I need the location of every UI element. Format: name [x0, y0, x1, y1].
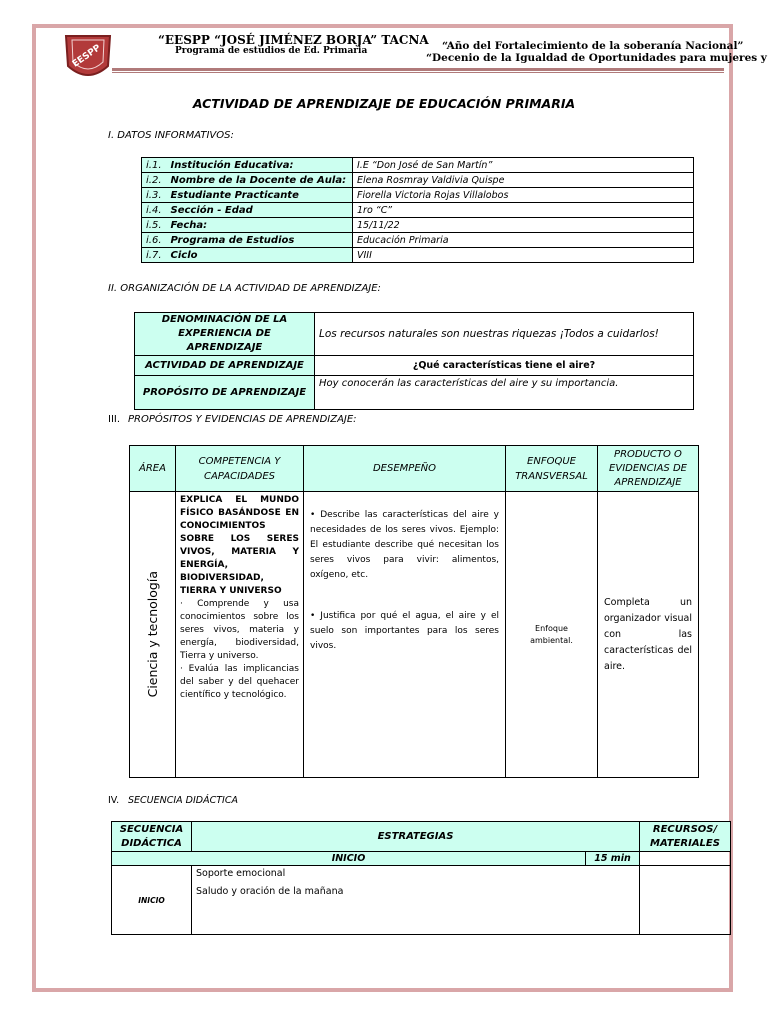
- datos-row-number: i.4.: [142, 203, 167, 218]
- motto-line-1: “Año del Fortalecimiento de la soberanía Nacional”: [442, 40, 744, 52]
- desempeno-2: • Justifica por qué el agua, el aire y el suelo son importantes para los seres vivos.: [310, 611, 499, 651]
- section4-heading: SECUENCIA DIDÁCTICA: [128, 795, 238, 806]
- section1-heading: I. DATOS INFORMATIVOS:: [108, 130, 234, 141]
- inicio-header: INICIO: [112, 852, 586, 866]
- row-label-inicio: INICIO: [112, 866, 192, 935]
- datos-row: [142, 248, 694, 263]
- svg-text:EESPP: EESPP: [70, 43, 103, 70]
- datos-row: [142, 203, 694, 218]
- datos-row-value: VIII: [353, 248, 694, 263]
- enfoque-value: Enfoque ambiental.: [506, 492, 598, 778]
- col-enfoque: ENFOQUE TRANSVERSAL: [506, 446, 598, 492]
- col-recursos: RECURSOS/ MATERIALES: [640, 822, 731, 852]
- producto-value: Completa un organizador visual con las características del aire.: [598, 492, 699, 778]
- inicio-header-empty: [640, 852, 731, 866]
- col-producto: PRODUCTO O EVIDENCIAS DE APRENDIZAJE: [598, 446, 699, 492]
- section3-number: III.: [108, 414, 121, 425]
- area-cell: [130, 492, 176, 778]
- col-estrategias: ESTRATEGIAS: [192, 822, 640, 852]
- datos-row-label: Institución Educativa:: [167, 158, 353, 173]
- datos-row: [142, 158, 694, 173]
- actividad-value: ¿Qué características tiene el aire?: [315, 356, 694, 376]
- denominacion-value: Los recursos naturales son nuestras riquezas ¡Todos a cuidarlos!: [315, 313, 694, 356]
- datos-row-number: i.6.: [142, 233, 167, 248]
- competencia-cell: [176, 492, 304, 778]
- proposito-label: PROPÓSITO DE APRENDIZAJE: [135, 376, 315, 410]
- datos-row-value: I.E “Don José de San Martín”: [353, 158, 694, 173]
- inicio-strategies: [192, 866, 640, 935]
- datos-row-label: Nombre de la Docente de Aula:: [167, 173, 353, 188]
- recursos-cell: [640, 866, 731, 935]
- datos-row-number: i.3.: [142, 188, 167, 203]
- datos-row-label: Ciclo: [167, 248, 353, 263]
- section4-number: IV.: [108, 795, 120, 806]
- datos-row-value: Elena Rosmray Valdivia Quispe: [353, 173, 694, 188]
- datos-row-number: i.1.: [142, 158, 167, 173]
- denominacion-label: DENOMINACIÓN DE LA EXPERIENCIA DE APRENDIZAJE: [135, 313, 315, 356]
- strategy-2: Saludo y oración de la mañana: [196, 886, 344, 897]
- datos-row: [142, 173, 694, 188]
- institution-name: “EESPP “JOSÉ JIMÉNEZ BORJA” TACNA: [158, 33, 429, 47]
- competencia-title: EXPLICA EL MUNDO FÍSICO BASÁNDOSE EN CONOCIMIENTOS SOBRE LOS SERES VIVOS, MATERIA Y ENERGÍA, BIODIVERSIDAD, TIERRA Y UNIVERSO: [180, 495, 299, 596]
- inicio-time: 15 min: [586, 852, 640, 866]
- col-desempeno: DESEMPEÑO: [304, 446, 506, 492]
- actividad-label: ACTIVIDAD DE APRENDIZAJE: [135, 356, 315, 376]
- capacidad-2: · Evalúa las implicancias del saber y del quehacer científico y tecnológico.: [180, 664, 299, 700]
- datos-row-value: Educación Primaria: [353, 233, 694, 248]
- datos-row-value: Fiorella Victoria Rojas Villalobos: [353, 188, 694, 203]
- capacidad-1: · Comprende y usa conocimientos sobre los seres vivos, materia y energía, biodiversidad, Tierra y universo.: [180, 599, 299, 661]
- organizacion-table: [134, 312, 694, 410]
- datos-row-number: i.2.: [142, 173, 167, 188]
- section2-heading: II. ORGANIZACIÓN DE LA ACTIVIDAD DE APRENDIZAJE:: [108, 283, 381, 294]
- desempeno-1: • Describe las características del aire y necesidades de los seres vivos. Ejemplo: El estudiante describe qué necesitan los seres vivos para vivir: alimentos, oxígeno, etc.: [310, 510, 499, 580]
- school-logo: [62, 32, 114, 86]
- propositos-table: [129, 445, 699, 778]
- program-name: Programa de estudios de Ed. Primaria: [175, 46, 368, 56]
- col-secuencia: SECUENCIA DIDÁCTICA: [112, 822, 192, 852]
- datos-row-number: i.5.: [142, 218, 167, 233]
- motto-line-2: “Decenio de la Igualdad de Oportunidades para mujeres y: [426, 52, 767, 64]
- col-area: ÁREA: [130, 446, 176, 492]
- datos-row: [142, 233, 694, 248]
- datos-row-number: i.7.: [142, 248, 167, 263]
- datos-row-label: Fecha:: [167, 218, 353, 233]
- header-rule: [112, 68, 724, 71]
- proposito-value: Hoy conocerán las características del aire y su importancia.: [315, 376, 694, 410]
- header-rule-thin: [112, 72, 724, 73]
- area-value: Ciencia y tecnología: [145, 571, 160, 698]
- desempeno-cell: [304, 492, 506, 778]
- datos-row-label: Estudiante Practicante: [167, 188, 353, 203]
- datos-row-label: Programa de Estudios: [167, 233, 353, 248]
- datos-row: [142, 218, 694, 233]
- datos-row-label: Sección - Edad: [167, 203, 353, 218]
- page-title: ACTIVIDAD DE APRENDIZAJE DE EDUCACIÓN PRIMARIA: [192, 96, 576, 111]
- datos-row-value: 15/11/22: [353, 218, 694, 233]
- secuencia-table: [111, 821, 731, 935]
- datos-row-value: 1ro “C”: [353, 203, 694, 218]
- col-competencia: COMPETENCIA Y CAPACIDADES: [176, 446, 304, 492]
- datos-table: [141, 157, 694, 263]
- datos-row: [142, 188, 694, 203]
- strategy-1: Soporte emocional: [196, 868, 286, 879]
- section3-heading: PROPÓSITOS Y EVIDENCIAS DE APRENDIZAJE:: [128, 414, 357, 425]
